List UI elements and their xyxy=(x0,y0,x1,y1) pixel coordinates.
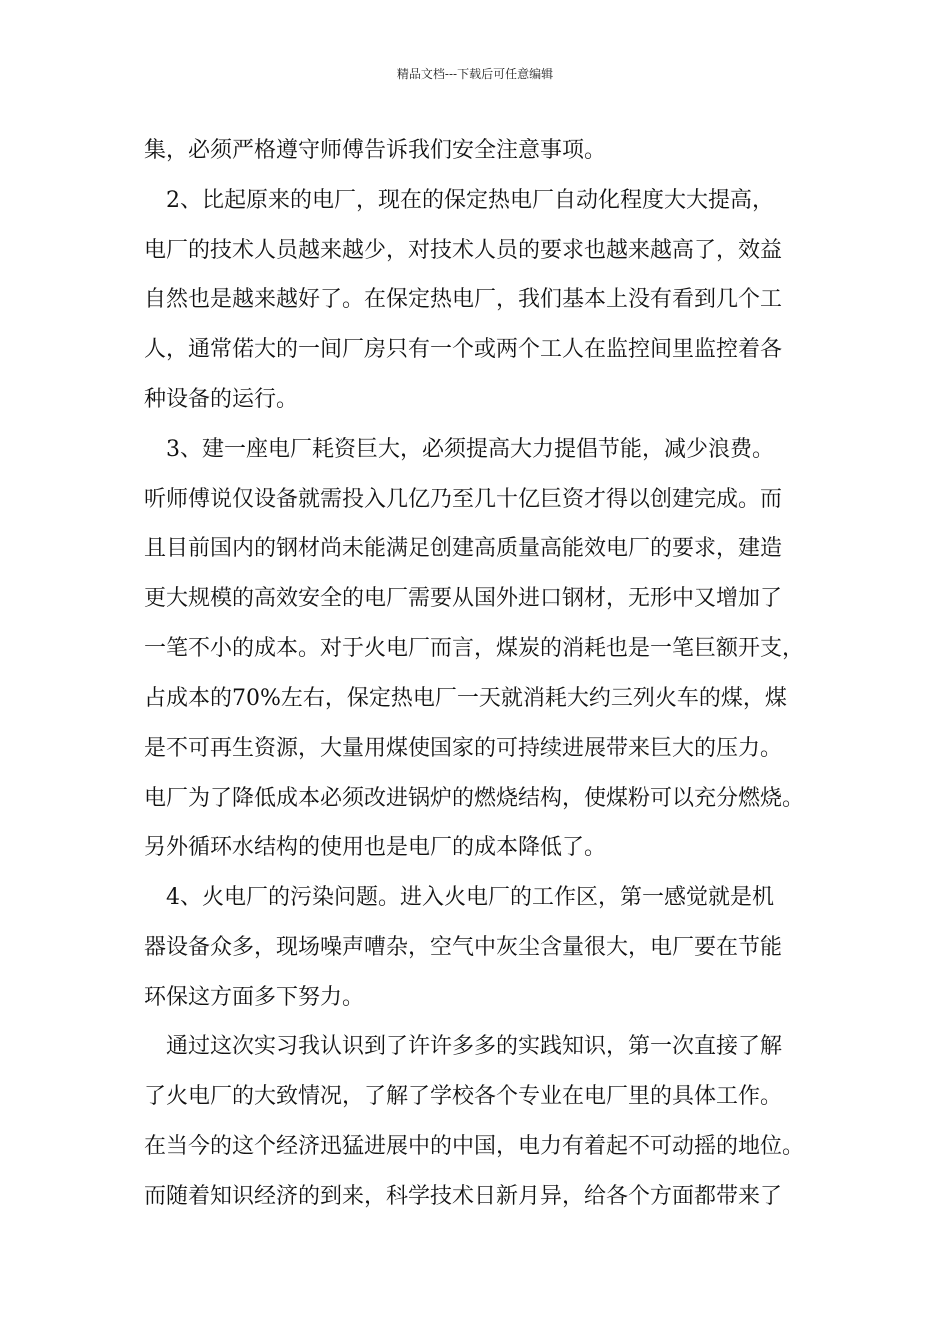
text-line: 听师傅说仅设备就需投入几亿乃至几十亿巨资才得以创建完成。而 xyxy=(144,487,783,512)
text-line: 且目前国内的钢材尚未能满足创建高质量高能效电厂的要求，建造 xyxy=(144,536,783,561)
text-line: 电厂的技术人员越来越少，对技术人员的要求也越来越高了，效益 xyxy=(144,238,783,263)
text-line: 了火电厂的大致情况，了解了学校各个专业在电厂里的具体工作。 xyxy=(144,1084,783,1109)
text-line: 更大规模的高效安全的电厂需要从国外进口钢材，无形中又增加了 xyxy=(144,586,783,611)
text-line: 而随着知识经济的到来，科学技术日新月异，给各个方面都带来了 xyxy=(144,1184,783,1209)
text-line: 另外循环水结构的使用也是电厂的成本降低了。 xyxy=(144,835,607,860)
text-line: 集，必须严格遵守师傅告诉我们安全注意事项。 xyxy=(144,138,607,163)
text-line: 电厂为了降低成本必须改进锅炉的燃烧结构，使煤粉可以充分燃烧。 xyxy=(144,786,805,811)
text-line: 器设备众多，现场噪声嘈杂，空气中灰尘含量很大，电厂要在节能 xyxy=(144,935,783,960)
text-line: 种设备的运行。 xyxy=(144,387,299,412)
text-line: 环保这方面多下努力。 xyxy=(144,985,365,1010)
text-line: 占成本的70%左右，保定热电厂一天就消耗大约三列火车的煤，煤 xyxy=(144,686,787,711)
text-line: 一笔不小的成本。对于火电厂而言，煤炭的消耗也是一笔巨额开支， xyxy=(144,636,805,661)
text-line: 在当今的这个经济迅猛进展中的中国，电力有着起不可动摇的地位。 xyxy=(144,1134,805,1159)
text-line: 人，通常偌大的一间厂房只有一个或两个工人在监控间里监控着各 xyxy=(144,337,783,362)
text-line: 2、比起原来的电厂，现在的保定热电厂自动化程度大大提高， xyxy=(144,188,774,213)
page-header: 精品文档---下载后可任意编辑 xyxy=(396,67,554,81)
text-line: 3、建一座电厂耗资巨大，必须提高大力提倡节能，减少浪费。 xyxy=(144,437,774,462)
text-line: 自然也是越来越好了。在保定热电厂，我们基本上没有看到几个工 xyxy=(144,287,783,312)
text-line: 通过这次实习我认识到了许许多多的实践知识，第一次直接了解 xyxy=(144,1034,783,1059)
text-line: 4、火电厂的污染问题。进入火电厂的工作区，第一感觉就是机 xyxy=(144,885,774,910)
text-line: 是不可再生资源，大量用煤使国家的可持续进展带来巨大的压力。 xyxy=(144,736,783,761)
